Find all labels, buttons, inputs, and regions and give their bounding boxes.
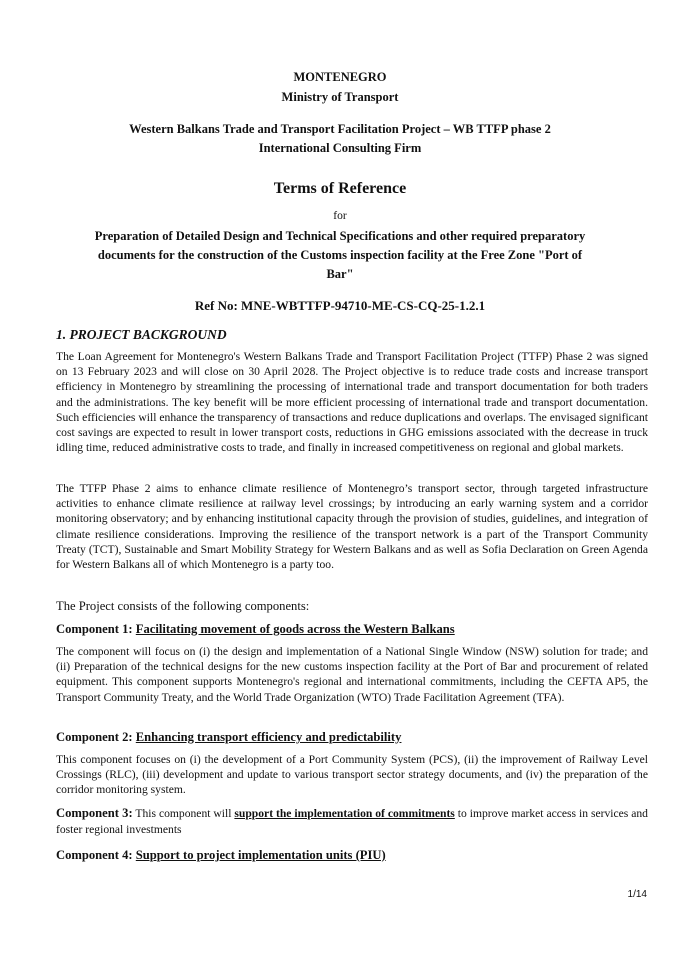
component-3-label: Component 3: [56,806,133,820]
section-heading: 1. PROJECT BACKGROUND [56,327,227,342]
component-4-heading [56,848,648,863]
component-2-label: Component 2: [56,730,133,744]
components-intro: The Project consists of the following components: [56,599,310,613]
component-1-heading [56,622,648,637]
component-2-text: This component focuses on (i) the development of a Port Community System (PCS), (ii) the improvement of Railway Level Crossings (RLC), (iii) development and update to various transport sector strategy documents, and (iv) the preparation of the corridor monitoring system. [56,753,648,797]
background-paragraph-2: The TTFP Phase 2 aims to enhance climate resilience of Montenegro’s transport sector, through targeted infrastructure activities to enhance climate resilience at railway level crossings; by introducing an early warning system and a corridor monitoring observatory; and by enhancing institutional capacity through the provision of studies, guidelines, and integration of climate resilience considerations. Improving the resilience of the transport network is a part of the Transport Community Treaty (TCT), Sustainable and Smart Mobility Strategy for Western Balkans and as well as Sofia Declaration on Green Agenda for Western Balkans all of which Montenegro is a party too. [56,482,648,572]
ministry-heading: Ministry of Transport [281,90,399,104]
reference-number: Ref No: MNE-WBTTFP-94710-ME-CS-CQ-25-1.2.1 [194,298,486,313]
firm-heading: International Consulting Firm [258,141,422,155]
subject-line-2: documents for the construction of the Customs inspection facility at the Free Zone "Port of [97,248,583,262]
component-4-label: Component 4: [56,848,133,862]
component-3-paragraph [56,806,648,837]
country-heading: MONTENEGRO [293,70,387,84]
background-paragraph-1: The Loan Agreement for Montenegro's Western Balkans Trade and Transport Facilitation Project (TTFP) Phase 2 was signed on 13 February 2023 and will close on 30 April 2028. The Project objective is to reduce trade costs and increase transport efficiency in Montenegro by streamlining the processing of international trade and transport documentation for both traders and the administrations. The key benefit will be more efficient processing of international trade and transport documentation. Such efficiencies will enhance the transparency of transactions and reduce duplications and overlaps. The envisaged significant cost savings are expected to result in lower transport costs, reductions in GHG emissions associated with the decrease in truck idling time, reduced administrative costs to trade, and finally in increased competitiveness on regional and global markets. [56,350,648,455]
page-number: 1/14 [627,889,647,900]
component-1-text: The component will focus on (i) the design and implementation of a National Single Window (NSW) solution for trade; and (ii) Preparation of the technical designs for the new customs inspection facility at the Port of Bar and procurement of related equipment. This component supports Montenegro's regional and international commitments, including the CEFTA AP5, the Transport Community Treaty, and the World Trade Organization (WTO) Trade Facilitation Agreement (TFA). [56,645,648,704]
component-3-pre: This component will [135,807,232,820]
component-1-label: Component 1: [56,622,133,636]
subject-line-1: Preparation of Detailed Design and Technical Specifications and other required preparatory [94,229,586,243]
subject-line-3: Bar" [326,267,354,281]
component-3-post: to improve market access in services and foster regional investments [56,807,648,836]
for-label: for [333,210,347,222]
project-heading: Western Balkans Trade and Transport Facilitation Project – WB TTFP phase 2 [129,122,551,136]
component-4-title: Support to project implementation units (PIU) [135,848,386,862]
document-title: Terms of Reference [273,180,407,197]
component-1-title: Facilitating movement of goods across the Western Balkans [135,622,455,636]
component-3-title: support the implementation of commitments [234,807,455,820]
component-2-title: Enhancing transport efficiency and predictability [135,730,402,744]
component-2-heading [56,730,648,745]
